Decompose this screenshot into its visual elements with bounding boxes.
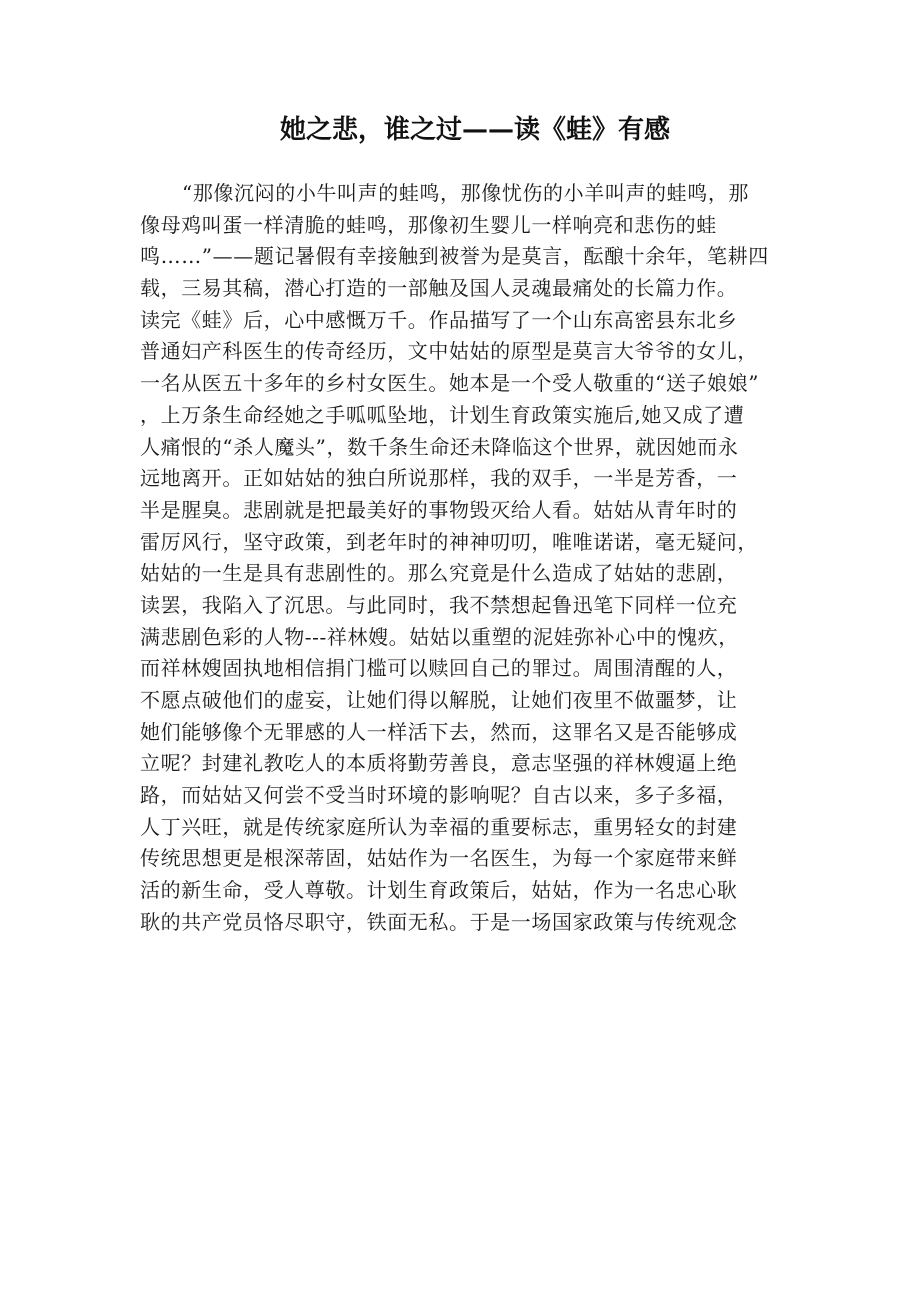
text-line: 活的新生命，受人尊敬。计划生育政策后，姑姑，作为一名忠心耿 (140, 878, 738, 903)
text-line: “那像沉闷的小牛叫声的蛙鸣，那像忧伤的小羊叫声的蛙鸣，那 (182, 181, 750, 205)
document-title: 她之悲，谁之过——读《蛙》有感 (279, 115, 670, 145)
text-line: 读罢，我陷入了沉思。与此同时，我不禁想起鲁迅笔下同样一位充 (140, 592, 738, 617)
text-line: 她们能够像个无罪感的人一样活下去，然而，这罪名又是否能够成 (140, 719, 738, 744)
text-line: 路，而姑姑又何尝不受当时环境的影响呢？自古以来，多子多福， (140, 783, 738, 808)
text-line: 读完《蛙》后，心中感慨万千。作品描写了一个山东高密县东北乡 (140, 307, 738, 332)
text-line: 半是腥臭。悲剧就是把最美好的事物毁灭给人看。姑姑从青年时的 (140, 497, 738, 522)
text-line: 远地离开。正如姑姑的独白所说那样，我的双手，一半是芳香，一 (140, 466, 738, 491)
text-line: 传统思想更是根深蒂固，姑姑作为一名医生，为每一个家庭带来鲜 (140, 846, 738, 871)
text-line: 而祥林嫂固执地相信捐门槛可以赎回自己的罪过。周围清醒的人， (140, 656, 738, 681)
text-line: 载，三易其稿，潜心打造的一部触及国人灵魂最痛处的长篇力作。 (140, 276, 738, 301)
text-line: 耿的共产党员恪尽职守，铁面无私。于是一场国家政策与传统观念 (140, 909, 738, 934)
text-line: ，上万条生命经她之手呱呱坠地，计划生育政策实施后,她又成了遭 (140, 402, 745, 427)
text-line: 立呢？封建礼教吃人的本质将勤劳善良，意志坚强的祥林嫂逼上绝 (140, 751, 738, 776)
text-line: 人丁兴旺，就是传统家庭所认为幸福的重要标志，重男轻女的封建 (140, 814, 738, 839)
text-line: 普通妇产科医生的传奇经历，文中姑姑的原型是莫言大爷爷的女儿， (140, 339, 758, 364)
text-line: 姑姑的一生是具有悲剧性的。那么究竟是什么造成了姑姑的悲剧， (140, 561, 738, 586)
text-line: 像母鸡叫蛋一样清脆的蛙鸣，那像初生婴儿一样响亮和悲伤的蛙 (140, 212, 717, 237)
text-line: 人痛恨的“杀人魔头”，数千条生命还未降临这个世界，就因她而永 (140, 434, 739, 459)
document-body (140, 178, 780, 939)
text-line: 鸣……”——题记暑假有幸接触到被誉为是莫言，酝酿十余年，笔耕四 (140, 244, 769, 269)
text-line: 雷厉风行，坚守政策，到老年时的神神叨叨，唯唯诺诺，毫无疑问， (140, 529, 758, 554)
text-line: 满悲剧色彩的人物---祥林嫂。姑姑以重塑的泥娃弥补心中的愧疚， (140, 624, 739, 649)
text-line: 不愿点破他们的虚妄，让她们得以解脱，让她们夜里不做噩梦，让 (140, 688, 738, 712)
text-line: 一名从医五十多年的乡村女医生。她本是一个受人敬重的“送子娘娘” (140, 371, 760, 396)
